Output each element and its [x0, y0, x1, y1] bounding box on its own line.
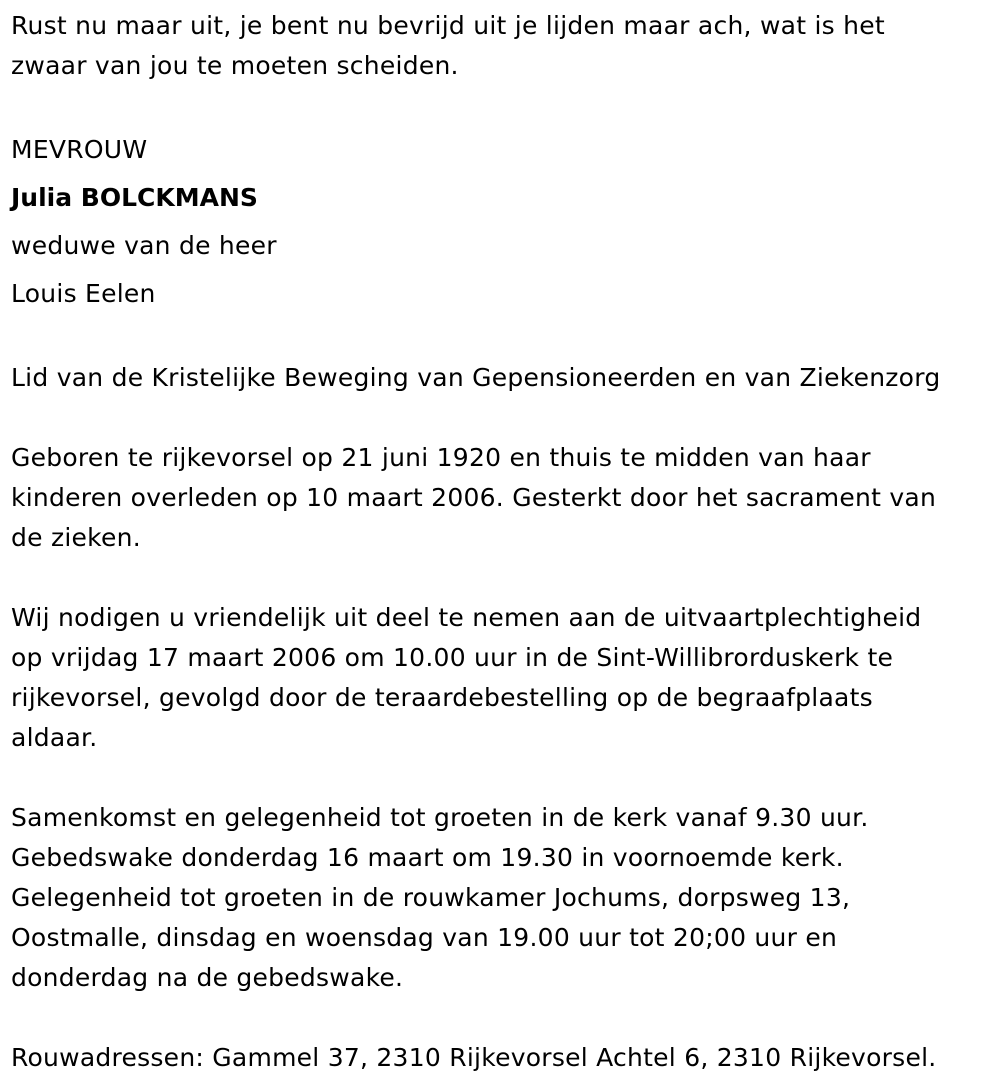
membership-line: Lid van de Kristelijke Beweging van Gepensioneerden en van Ziekenzorg	[11, 363, 941, 392]
spacer	[11, 998, 991, 1038]
obituary-document	[11, 6, 991, 1078]
birth-death-paragraph	[11, 438, 991, 558]
spacer	[11, 318, 991, 358]
intro-line: zwaar van jou te moeten scheiden.	[11, 51, 459, 80]
gatherings-paragraph	[11, 798, 991, 998]
deceased-name: Julia BOLCKMANS	[11, 183, 258, 212]
paragraph-line: op vrijdag 17 maart 2006 om 10.00 uur in de Sint-Willibrorduskerk te	[11, 643, 894, 672]
spacer	[11, 758, 991, 798]
invitation-paragraph	[11, 598, 991, 758]
paragraph-line: Gelegenheid tot groeten in de rouwkamer Jochums, dorpsweg 13,	[11, 883, 851, 912]
paragraph-line: aldaar.	[11, 723, 98, 752]
honorific-title: MEVROUW	[11, 135, 148, 164]
widow-line: weduwe van de heer	[11, 231, 277, 260]
spacer	[11, 86, 991, 126]
spacer	[11, 398, 991, 438]
paragraph-line: Gebedswake donderdag 16 maart om 19.30 in voornoemde kerk.	[11, 843, 844, 872]
paragraph-line: rijkevorsel, gevolgd door de teraardebestelling op de begraafplaats	[11, 683, 873, 712]
paragraph-line: Wij nodigen u vriendelijk uit deel te nemen aan de uitvaartplechtigheid	[11, 603, 922, 632]
paragraph-line: Samenkomst en gelegenheid tot groeten in de kerk vanaf 9.30 uur.	[11, 803, 869, 832]
spacer	[11, 558, 991, 598]
intro-paragraph	[11, 6, 991, 86]
paragraph-line: donderdag na de gebedswake.	[11, 963, 404, 992]
intro-line: Rust nu maar uit, je bent nu bevrijd uit je lijden maar ach, wat is het	[11, 11, 885, 40]
paragraph-line: kinderen overleden op 10 maart 2006. Gesterkt door het sacrament van	[11, 483, 937, 512]
mourning-addresses: Rouwadressen: Gammel 37, 2310 Rijkevorsel Achtel 6, 2310 Rijkevorsel.	[11, 1043, 937, 1072]
paragraph-line: Oostmalle, dinsdag en woensdag van 19.00 uur tot 20;00 uur en	[11, 923, 838, 952]
paragraph-line: Geboren te rijkevorsel op 21 juni 1920 en thuis te midden van haar	[11, 443, 871, 472]
paragraph-line: de zieken.	[11, 523, 141, 552]
spouse-name: Louis Eelen	[11, 279, 156, 308]
